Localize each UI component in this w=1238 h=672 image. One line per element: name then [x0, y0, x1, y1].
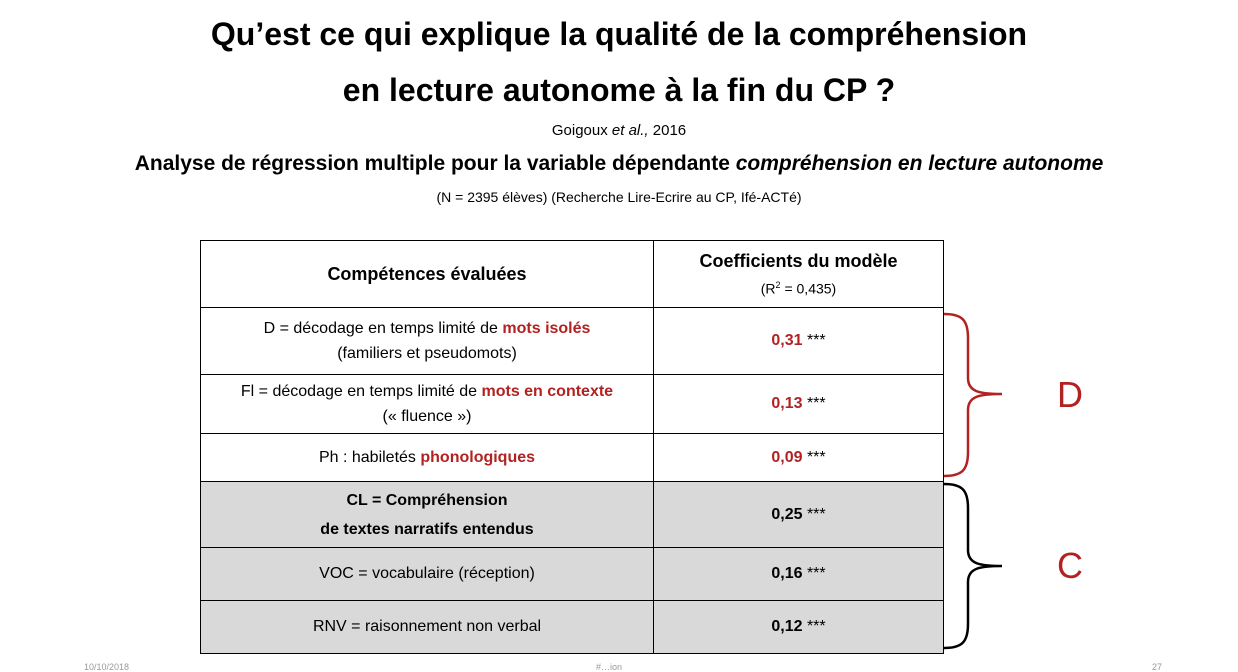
competence-cell: VOC = vocabulaire (réception) — [201, 548, 654, 601]
citation-year: 2016 — [648, 122, 687, 139]
table-row — [201, 482, 944, 548]
significance-stars: *** — [802, 332, 826, 349]
competence-cell: D = décodage en temps limité de mots isolés (familiers et pseudomots) — [201, 308, 654, 375]
subtitle-plain: Analyse de régression multiple pour la variable dépendante — [134, 152, 736, 175]
coefficient-cell — [654, 434, 944, 482]
coefficient-value: 0,25 — [771, 505, 803, 523]
coefficient-cell — [654, 548, 944, 601]
header-competences: Compétences évaluées — [201, 241, 654, 308]
table-row — [201, 601, 944, 654]
coefficient-cell — [654, 601, 944, 654]
coefficient-cell — [654, 308, 944, 375]
brace-d-icon — [940, 310, 1010, 480]
citation-etal: et al., — [611, 122, 649, 139]
header-r2: $(R^2 = 0,435)$ — [760, 280, 837, 297]
table-row — [201, 548, 944, 601]
coefficient-value: 0,09 — [771, 448, 803, 466]
subtitle-italic: compréhension en lecture autonome — [735, 152, 1104, 175]
citation — [0, 122, 1238, 139]
highlight-text: phonologiques — [420, 448, 536, 466]
coefficient-value: 0,12 — [771, 618, 803, 635]
title-line-2: en lecture autonome à la fin du CP ? — [342, 72, 896, 108]
sample-note: (N = 2395 élèves) (Recherche Lire-Ecrire au CP, Ifé-ACTé) — [436, 189, 802, 205]
competence-cell: RNV = raisonnement non verbal — [201, 601, 654, 654]
coefficient-value: 0,31 — [771, 332, 803, 349]
significance-stars: *** — [802, 565, 826, 582]
group-label-c: C — [1057, 545, 1083, 586]
footer-date: 10/10/2018 — [84, 662, 130, 672]
table-row — [201, 308, 944, 375]
coefficient-cell — [654, 375, 944, 434]
coefficient-cell — [654, 482, 944, 548]
competence-cell: Ph : habiletés phonologiques — [201, 434, 654, 482]
title-line-1: Qu’est ce qui explique la qualité de la compréhension — [210, 16, 1028, 52]
competence-cell: CL = Compréhension de textes narratifs entendus — [201, 482, 654, 548]
header-coefficients-label: Coefficients du modèle — [699, 251, 898, 272]
header-coefficients — [654, 241, 944, 308]
significance-stars: *** — [802, 505, 826, 523]
citation-author: Goigoux — [551, 122, 612, 139]
group-label-d: D — [1057, 374, 1083, 415]
competence-cell: Fl = décodage en temps limité de mots en contexte (« fluence ») — [201, 375, 654, 434]
table-row — [201, 375, 944, 434]
results-table — [200, 240, 944, 654]
subtitle — [0, 152, 1238, 176]
significance-stars: *** — [802, 395, 826, 412]
brace-c-icon — [940, 480, 1010, 652]
significance-stars: *** — [802, 618, 826, 635]
highlight-text: mots isolés — [502, 320, 591, 337]
footer-center: #…ion — [596, 662, 623, 672]
coefficient-value: 0,16 — [771, 565, 803, 582]
footer-page: 27 — [1152, 662, 1163, 672]
table-row — [201, 434, 944, 482]
table-header-row — [201, 241, 944, 308]
slide-title — [0, 6, 1238, 118]
significance-stars: *** — [802, 448, 826, 466]
coefficient-value: 0,13 — [771, 395, 803, 412]
highlight-text: mots en contexte — [481, 383, 614, 400]
